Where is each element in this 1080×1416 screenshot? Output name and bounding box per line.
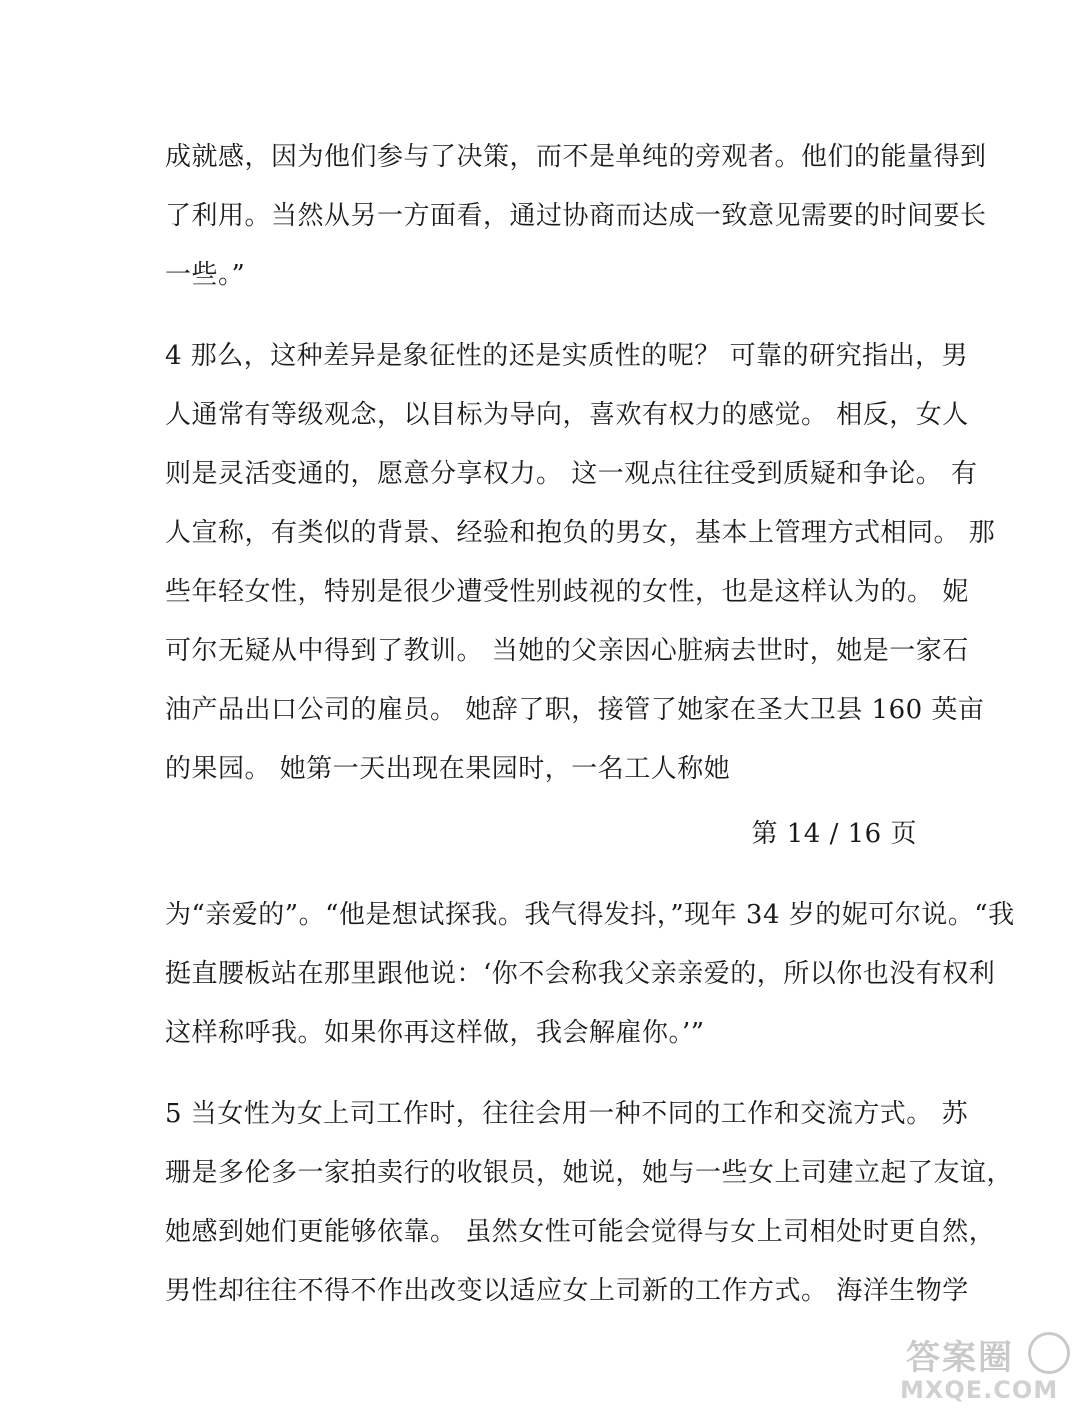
text-line: 挺直腰板站在那里跟他说：‘你不会称我父亲亲爱的，所以你也没有权利 — [165, 959, 996, 989]
text-line: 珊是多伦多一家拍卖行的收银员，她说，她与一些女上司建立起了友谊， — [165, 1158, 1014, 1188]
text-line: 人宣称，有类似的背景、经验和抱负的男女，基本上管理方式相同。 那 — [165, 518, 996, 548]
text-line: 可尔无疑从中得到了教训。 当她的父亲因心脏病去世时，她是一家石 — [165, 636, 969, 666]
text-line: 她感到她们更能够依靠。 虽然女性可能会觉得与女上司相处时更自然， — [165, 1217, 996, 1247]
text-line: 4 那么，这种差异是象征性的还是实质性的呢？ 可靠的研究指出，男 — [165, 341, 969, 371]
text-line: 些年轻女性，特别是很少遭受性别歧视的女性，也是这样认为的。 妮 — [165, 577, 969, 607]
page-number: 第 14 / 16 页 — [751, 819, 917, 849]
paragraph-continued — [165, 128, 987, 305]
watermark — [900, 1330, 1070, 1410]
paragraph-5 — [165, 1085, 1014, 1321]
watermark-logo: 答案圈 — [906, 1338, 1014, 1378]
watermark-url: MXQE.COM — [900, 1376, 1059, 1404]
text-line: 一些。” — [165, 260, 246, 290]
text-line: 这样称呼我。如果你再这样做，我会解雇你。’” — [165, 1018, 705, 1048]
watermark-seal-icon — [1028, 1332, 1070, 1374]
paragraph-4-continued — [165, 886, 1015, 1063]
text-line: 的果园。 她第一天出现在果园时，一名工人称她 — [165, 754, 731, 784]
text-line: 人通常有等级观念，以目标为导向，喜欢有权力的感觉。 相反，女人 — [165, 400, 969, 430]
text-line: 则是灵活变通的，愿意分享权力。 这一观点往往受到质疑和争论。 有 — [165, 459, 978, 489]
text-line: 男性却往往不得不作出改变以适应女上司新的工作方式。 海洋生物学 — [165, 1276, 969, 1306]
text-line: 了利用。当然从另一方面看，通过协商而达成一致意见需要的时间要长 — [165, 201, 987, 231]
text-line: 成就感，因为他们参与了决策，而不是单纯的旁观者。他们的能量得到 — [165, 142, 987, 172]
text-line: 为“亲爱的”。“他是想试探我。我气得发抖，”现年 34 岁的妮可尔说。“我 — [165, 900, 1015, 930]
text-line: 油产品出口公司的雇员。 她辞了职，接管了她家在圣大卫县 160 英亩 — [165, 695, 985, 725]
paragraph-4 — [165, 327, 996, 799]
text-line: 5 当女性为女上司工作时，往往会用一种不同的工作和交流方式。 苏 — [165, 1099, 969, 1129]
